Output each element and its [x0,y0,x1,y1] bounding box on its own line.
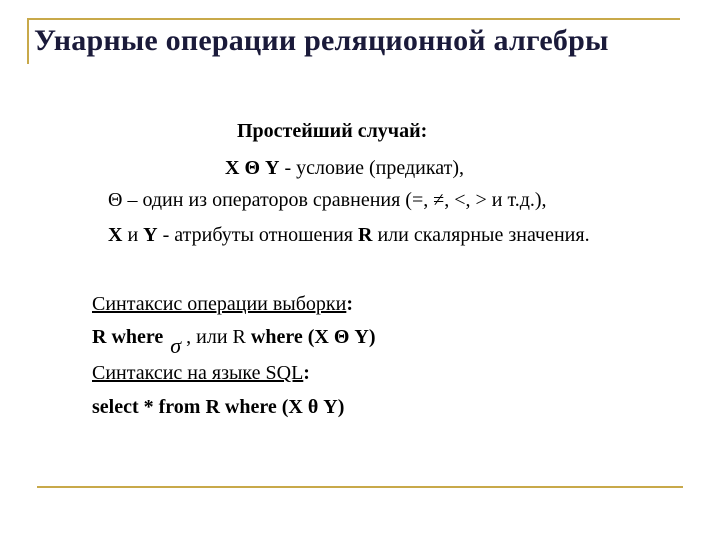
frame-bottom-line [37,486,683,488]
r-where-keyword: R where [92,326,164,348]
frame-left-line [27,18,29,64]
theta-symbol: Θ [108,189,123,211]
condition-expression: (X Θ Y) [302,326,376,348]
selection-syntax-line [92,324,376,358]
condition-text: - условие (предикат), [279,157,465,179]
attributes-line [108,223,590,247]
x-symbol: X [108,224,123,246]
selection-syntax-label: Синтаксис операции выборки [92,293,347,315]
frame-top-line [27,18,680,20]
sql-syntax-label: Синтаксис на языке SQL [92,362,304,384]
where-keyword: where [250,326,303,348]
conjunction-text: и [122,224,144,246]
sql-syntax-line: select * from R where (X θ Y) [92,396,345,418]
alternative-text: , или R [186,326,251,348]
operators-text: – один из операторов сравнения (=, ≠, <, > и т.д.), [122,189,547,211]
operators-line [108,188,547,212]
simplest-case-heading: Простейший случай: [237,120,428,142]
slide-title: Унарные операции реляционной алгебры [34,24,609,57]
sigma-symbol: σ [170,333,182,358]
y-symbol: Y [265,157,280,179]
x-symbol: X [225,157,240,179]
selection-syntax-colon: : [346,293,353,315]
sql-syntax-heading [92,361,310,385]
attributes-text-b: или скалярные значения. [372,224,590,246]
sql-syntax-colon: : [303,362,310,384]
attributes-text-a: - атрибуты отношения [157,224,358,246]
y-symbol: Y [143,224,158,246]
selection-syntax-heading [92,292,353,316]
r-symbol: R [357,224,373,246]
theta-symbol: Θ [244,157,261,179]
condition-line [225,156,464,180]
